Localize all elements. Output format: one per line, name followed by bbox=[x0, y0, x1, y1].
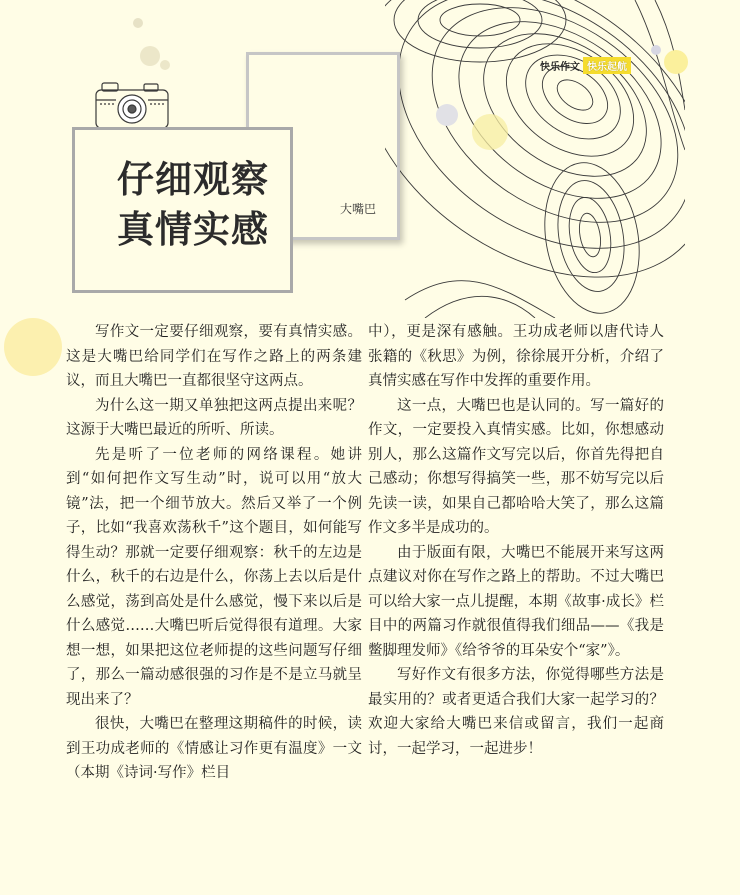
column-tag bbox=[540, 58, 631, 72]
article-column-right bbox=[368, 320, 664, 761]
article-author: 大嘴巴 bbox=[340, 202, 377, 216]
article-title-line-2: 真情实感 bbox=[117, 208, 269, 251]
decorative-dot bbox=[651, 45, 661, 55]
camera-icon bbox=[92, 74, 172, 132]
column-section: 快乐起航 bbox=[583, 57, 631, 74]
decorative-dot bbox=[664, 50, 688, 74]
paragraph: 写作文一定要仔细观察，要有真情实感。这是大嘴巴给同学们在写作之路上的两条建议，而且大嘴巴一直都很坚守这两点。 bbox=[66, 324, 362, 389]
paragraph: 很快，大嘴巴在整理这期稿件的时候，读到王功成老师的《情感让习作更有温度》一文（本期《诗词·写作》栏目 bbox=[66, 716, 362, 781]
paragraph: 这一点，大嘴巴也是认同的。写一篇好的作文，一定要投入真情实感。比如，你想感动别人，那么这篇作文写完以后，你首先得把自己感动；你想写得搞笑一些，那不妨写完以后先读一读，如果自己都哈哈大笑了，那么这篇作文多半是成功的。 bbox=[368, 397, 664, 536]
title-box bbox=[72, 127, 293, 293]
article-title-line-1: 仔细观察 bbox=[117, 158, 269, 201]
column-name: 快乐作文 bbox=[540, 61, 580, 73]
article-column-left bbox=[66, 320, 362, 786]
paragraph-continuation: 中），更是深有感触。王功成老师以唐代诗人张籍的《秋思》为例，徐徐展开分析，介绍了真情实感在写作中发挥的重要作用。 bbox=[368, 324, 664, 389]
paragraph: 先是听了一位老师的网络课程。她讲到“如何把作文写生动”时，说可以用“放大镜”法，把一个细节放大。然后又举了一个例子，比如“我喜欢荡秋千”这个题目，如何能写得生动？那就一定要仔细观察：秋千的左边是什么，秋千的右边是什么，你荡上去以后是什么感觉，荡到高处是什么感觉，慢下来以后是什么感觉……大嘴巴听后觉得很有道理。大家想一想，如果把这位老师提的这些问题写仔细了，那么一篇动感很强的习作是不是立马就呈现出来了？ bbox=[66, 446, 362, 708]
decorative-dot bbox=[436, 104, 458, 126]
topographic-contour-illustration bbox=[385, 0, 685, 318]
paragraph: 由于版面有限，大嘴巴不能展开来写这两点建议对你在写作之路上的帮助。不过大嘴巴可以给大家一点儿提醒，本期《故事·成长》栏目中的两篇习作就很值得我们细品——《我是鳖脚理发师》《给爷爷的耳朵安个“家”》。 bbox=[368, 544, 664, 659]
paragraph: 为什么这一期又单独把这两点提出来呢？这源于大嘴巴最近的所听、所读。 bbox=[66, 397, 362, 438]
decorative-dot bbox=[160, 60, 170, 70]
decorative-dot bbox=[133, 18, 143, 28]
decorative-dot bbox=[140, 46, 160, 66]
paragraph: 写好作文有很多方法，你觉得哪些方法是最实用的？或者更适合我们大家一起学习的？欢迎大家给大嘴巴来信或留言，我们一起商讨，一起学习，一起进步！ bbox=[368, 667, 664, 757]
decorative-dot bbox=[4, 318, 62, 376]
decorative-dot bbox=[472, 114, 508, 150]
